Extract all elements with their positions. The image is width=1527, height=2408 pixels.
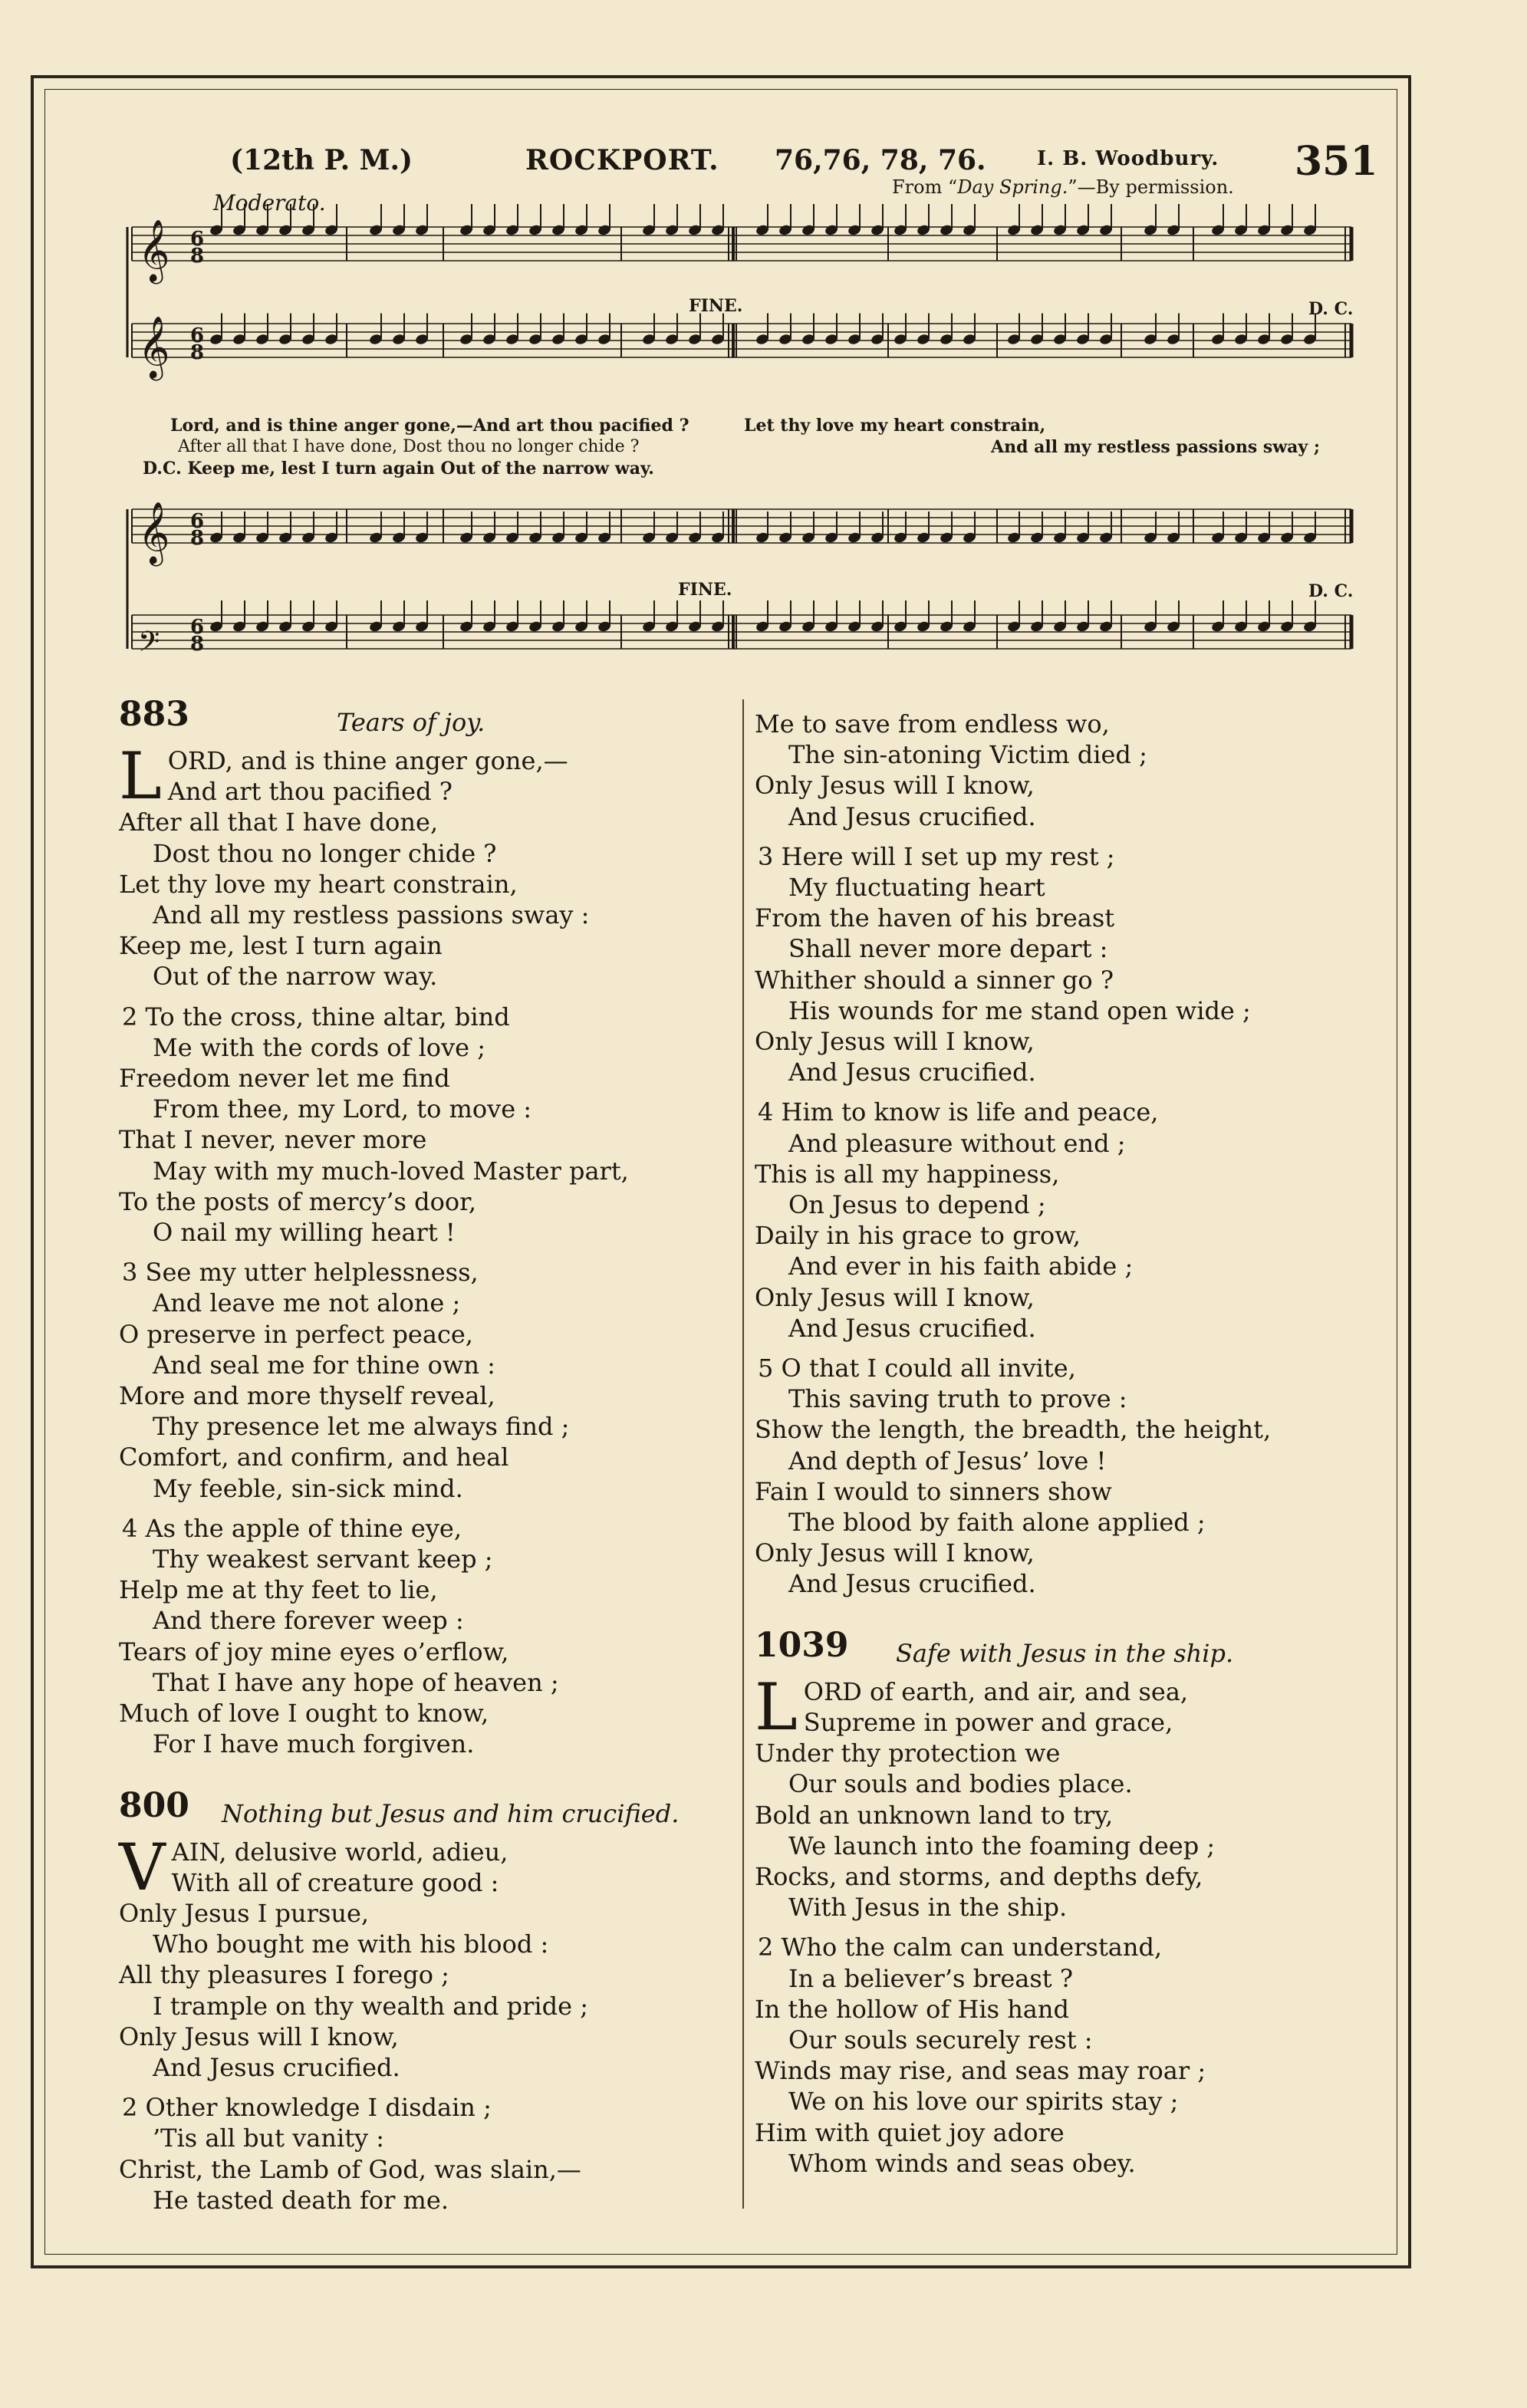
svg-text:8: 8 [190, 245, 205, 268]
tune-name: ROCKPORT. [525, 144, 719, 176]
svg-text:6: 6 [190, 510, 205, 533]
svg-text:6: 6 [190, 616, 205, 639]
svg-text:𝄞: 𝄞 [138, 501, 170, 564]
meter: 76,76, 78, 76. [775, 144, 986, 176]
hymn-number: 883 [119, 695, 189, 734]
music-score [0, 0, 1527, 690]
svg-text:6: 6 [190, 324, 205, 347]
right-column [755, 709, 1384, 2179]
svg-text:8: 8 [190, 527, 205, 550]
hymn-800-verse-3: 3 Here will I set up my rest ; My fluctuating heart From the haven of his breast Shall never more depart : Whither should a sinner go ? His wounds for me stand open wide ; Only Jesus will I know, And Jesus crucified. [755, 841, 1251, 1087]
hymn-1039-verse-2: 2 Who the calm can understand, In a believer’s breast ? In the hollow of His hand Our souls securely rest : Winds may rise, and seas may roar ; We on his love our spirits stay ; Him with quiet joy adore Whom winds and seas obey. [755, 1933, 1206, 2178]
drop-cap: L [119, 739, 162, 814]
hymn-subtitle: Tears of joy. [337, 708, 485, 737]
lyric-underlay-1b: Let thy love my heart constrain, [744, 416, 1046, 436]
hymn-800-verse-2-continued: Me to save from endless wo, The sin-atoning Victim died ; Only Jesus will I know, And Jesus crucified. [755, 709, 1147, 831]
drop-cap: V [119, 1829, 166, 1905]
hymn-number: 1039 [755, 1625, 849, 1665]
svg-text:𝄞: 𝄞 [138, 219, 170, 281]
svg-text:8: 8 [190, 633, 205, 656]
fine-marker-2: FINE. [678, 580, 732, 600]
meter-code: (12th P. M.) [230, 144, 413, 176]
fine-marker-1: FINE. [689, 296, 743, 316]
hymn-800-verse-1: V AIN, delusive world, adieu, With all of creature good : Only Jesus I pursue, Who bought me with his blood : All thy pleasures I forego ; I trample on thy wealth and pride ; Only Jesus will I know, And Jesus crucified. [119, 1829, 588, 2082]
lyric-underlay-2: After all that I have done, Dost thou no longer chide ? [178, 437, 640, 456]
lyric-underlay-1: Lord, and is thine anger gone,—And art thou pacified ? [170, 416, 689, 436]
hymn-800-heading [119, 1785, 732, 1837]
composer: I. B. Woodbury. [1037, 147, 1219, 170]
hymn-883-verse-1: L ORD, and is thine anger gone,— And art thou pacified ? After all that I have done, Dost thou no longer chide ? Let thy love my heart constrain, And all my restless passions sway : Keep me, lest I turn again Out of the narrow way. [119, 739, 590, 992]
left-column [119, 695, 732, 2216]
column-divider [742, 699, 744, 2209]
svg-text:𝄢: 𝄢 [138, 626, 160, 665]
hymn-800-verse-4: 4 Him to know is life and peace, And pleasure without end ; This is all my happiness, On Jesus to depend ; Daily in his grace to grow, And ever in his faith abide ; Only Jesus will I know, And Jesus crucified. [755, 1097, 1159, 1343]
drop-cap: L [755, 1669, 798, 1745]
source-credit: From “Day Spring.”—By permission. [892, 176, 1234, 198]
svg-text:8: 8 [190, 341, 205, 364]
lyric-underlay-3: D.C. Keep me, lest I turn again Out of the narrow way. [143, 459, 654, 479]
hymn-800-verse-2: 2 Other knowledge I disdain ; ’Tis all but vanity : Christ, the Lamb of God, was slain,— He tasted death for me. [119, 2093, 581, 2215]
hymn-883-heading [119, 695, 732, 745]
svg-text:6: 6 [190, 228, 205, 251]
tempo-marking: Moderato. [213, 190, 326, 215]
svg-text:𝄞: 𝄞 [138, 315, 170, 378]
page-number: 351 [1295, 138, 1378, 185]
hymn-subtitle: Safe with Jesus in the ship. [896, 1638, 1234, 1668]
dc-marker-1: D. C. [1308, 299, 1354, 319]
hymn-883-verse-3: 3 See my utter helplessness, And leave me not alone ; O preserve in perfect peace, And seal me for thine own : More and more thyself reveal, Thy presence let me always find ; Comfort, and confirm, and heal My feeble, sin-sick mind. [119, 1258, 570, 1503]
hymn-subtitle: Nothing but Jesus and him crucified. [222, 1798, 680, 1828]
hymn-883-verse-4: 4 As the apple of thine eye, Thy weakest servant keep ; Help me at thy feet to lie, And there forever weep : Tears of joy mine eyes o’erflow, That I have any hope of heaven ; Much of love I ought to know, For I have much forgiven. [119, 1513, 559, 1759]
hymn-800-verse-5: 5 O that I could all invite, This saving truth to prove : Show the length, the breadth, the height, And depth of Jesus’ love ! Fain I would to sinners show The blood by faith alone applied ; Only Jesus will I know, And Jesus crucified. [755, 1354, 1272, 1599]
hymn-1039-heading [755, 1625, 1384, 1676]
hymn-1039-verse-1: L ORD of earth, and air, and sea, Supreme in power and grace, Under thy protection we Our souls and bodies place. Bold an unknown land to try, We launch into the foaming deep ; Rocks, and storms, and depths defy, With Jesus in the ship. [755, 1669, 1216, 1923]
hymn-number: 800 [119, 1785, 189, 1825]
dc-marker-2: D. C. [1308, 581, 1354, 601]
lyric-underlay-2b: And all my restless passions sway ; [991, 437, 1320, 457]
hymn-883-verse-2: 2 To the cross, thine altar, bind Me with the cords of love ; Freedom never let me find From thee, my Lord, to move : That I never, never more May with my much-loved Master part, To the posts of mercy’s door, O nail my willing heart ! [119, 1002, 629, 1248]
